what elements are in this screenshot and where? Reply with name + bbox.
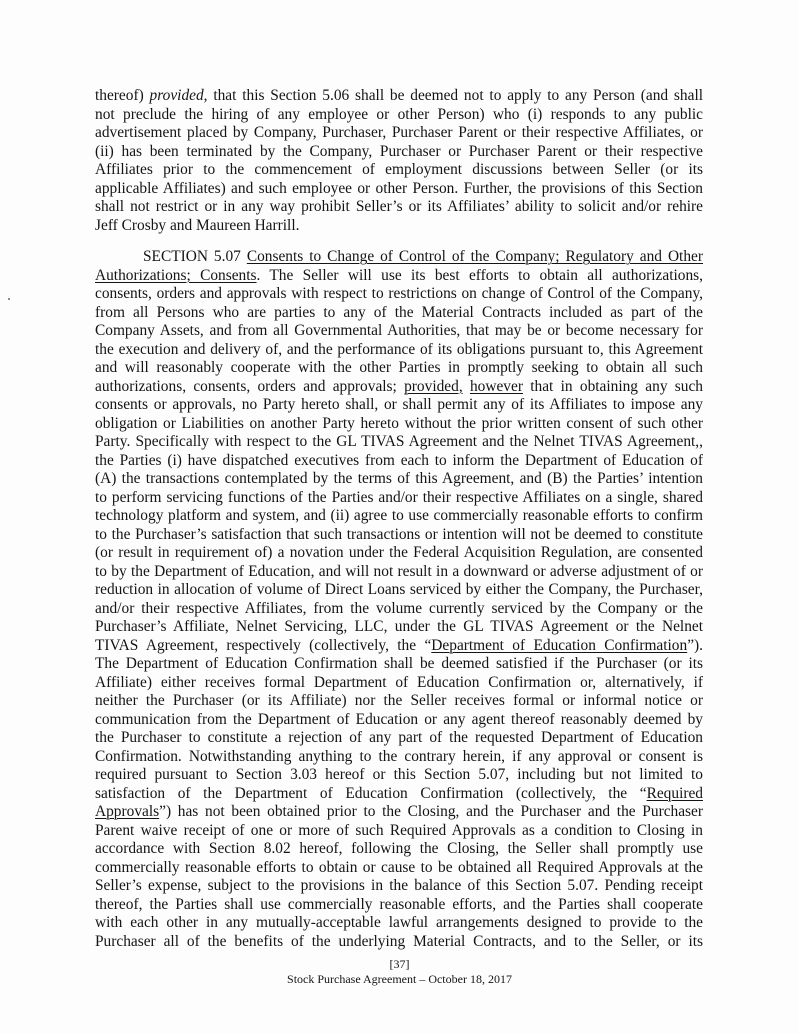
text-run: thereof) — [95, 87, 150, 104]
text-line — [95, 161, 703, 180]
text-line — [95, 470, 703, 489]
text-line — [95, 544, 703, 563]
text-line — [95, 840, 703, 859]
text-run: advertisement placed by Company, Purchaser, Purchaser Parent or their respective Affiliates, or — [95, 124, 703, 141]
defined-term: provided, — [404, 377, 463, 395]
footer-document-title: Stock Purchase Agreement – October 18, 2017 — [287, 972, 512, 986]
text-line — [95, 433, 703, 452]
text-run: and will reasonably cooperate with the other Parties in promptly seeking to obtain all such — [95, 359, 703, 376]
text-run: Seller’s expense, subject to the provisions in the balance of this Section 5.07. Pending receipt — [95, 877, 703, 894]
text-line — [95, 322, 703, 341]
text-run: the Parties (i) have dispatched executives from each to inform the Department of Education of — [95, 451, 703, 469]
text-line — [95, 396, 703, 415]
text-line — [95, 526, 703, 545]
defined-term: Required — [646, 784, 703, 802]
text-run: and/or their respective Affiliates, from the volume currently serviced by the Company or the — [95, 599, 703, 617]
text-line — [95, 304, 703, 323]
page-number: [37] — [389, 957, 410, 971]
emphasized-term: provided — [149, 87, 204, 104]
text-run: (A) the transactions contemplated by the terms of this Agreement, and (B) the Parties’ intention — [95, 470, 703, 487]
text-line — [95, 729, 703, 748]
text-line — [95, 711, 703, 730]
page-footer — [0, 957, 799, 987]
text-run: communication from the Department of Education or any agent thereof reasonably deemed by — [95, 710, 703, 728]
text-run: The Department of Education Confirmation shall be deemed satisfied if the Purchaser (or its — [95, 655, 703, 672]
text-run: the execution and delivery of, and the performance of its obligations pursuant to, this Agreement — [95, 340, 703, 358]
text-line — [95, 859, 703, 878]
text-run: commercially reasonable efforts to obtain or cause to be obtained all Required Approvals at the — [95, 858, 703, 876]
text-line — [95, 217, 703, 236]
text-line — [95, 341, 703, 360]
text-run: (or result in requirement of) a novation under the Federal Acquisition Regulation, are consented — [95, 544, 703, 561]
text-line — [95, 285, 703, 304]
text-run: authorizations, consents, orders and approvals; — [95, 377, 405, 395]
text-run: Purchaser all of the benefits of the underlying Material Contracts, and to the Seller, or its — [95, 932, 703, 950]
text-run: consents or approvals, no Party hereto shall, or shall permit any of its Affiliates to impose any — [95, 396, 703, 413]
text-line — [95, 637, 703, 656]
text-line — [95, 674, 703, 693]
text-run: ”) has not been obtained prior to the Closing, and the Purchaser and the Purchaser — [159, 803, 703, 820]
defined-term: however — [469, 377, 523, 395]
text-run: Confirmation. Notwithstanding anything to the contrary herein, if any approval or consent is — [95, 747, 703, 765]
text-line — [95, 415, 703, 434]
text-run: (ii) has been terminated by the Company, Purchaser or Purchaser Parent or their respective — [95, 142, 703, 160]
text-run — [463, 378, 470, 395]
text-run: accordance with Section 8.02 hereof, following the Closing, the Seller shall promptly use — [95, 840, 703, 857]
text-run: Jeff Crosby and Maureen Harrill. — [95, 216, 300, 234]
text-line — [95, 766, 703, 785]
text-run: . The Seller will use its best efforts to obtain all authorizations, — [256, 266, 703, 284]
text-line — [95, 106, 703, 125]
text-line — [95, 581, 703, 600]
defined-term: Consents to Change of Control of the Company; Regulatory and Other — [246, 248, 703, 265]
text-run: reduction in allocation of volume of Direct Loans serviced by either the Company, the Purchaser, — [95, 581, 703, 598]
text-line — [95, 822, 703, 841]
text-run: from all Persons who are parties to any of the Material Contracts included as part of the — [95, 303, 703, 321]
text-line — [95, 198, 703, 217]
text-line — [95, 600, 703, 619]
text-run: technology platform and system, and (ii) agree to use commercially reasonable efforts to confirm — [95, 507, 703, 524]
text-line — [95, 655, 703, 674]
text-run: Parent waive receipt of one or more of such Required Approvals as a condition to Closing in — [95, 821, 703, 839]
text-line — [95, 785, 703, 804]
text-run: required pursuant to Section 3.03 hereof or this Section 5.07, including but not limited to — [95, 766, 703, 783]
text-run: TIVAS Agreement, respectively (collectively, the “ — [95, 636, 432, 654]
text-run: to the Purchaser’s satisfaction that such transactions or intention will not be deemed to constitute — [95, 525, 703, 543]
text-line — [95, 180, 703, 199]
text-line — [95, 748, 703, 767]
defined-term: Authorizations; Consents — [95, 266, 257, 284]
section-5-07-paragraph — [95, 248, 703, 951]
text-line — [95, 507, 703, 526]
text-line — [95, 87, 703, 106]
text-line — [95, 914, 703, 933]
text-run: , that this Section 5.06 shall be deemed not to apply to any Person (and shall — [203, 87, 703, 104]
text-run: Affiliates prior to the commencement of employment discussions between Seller (or its — [95, 161, 703, 178]
text-run: neither the Purchaser (or its Affiliate) nor the Seller receives formal or informal notice or — [95, 692, 703, 709]
text-run: ”). — [687, 636, 704, 654]
text-run: Company Assets, and from all Governmental Authorities, that may be or become necessary for — [95, 322, 703, 339]
text-line — [95, 896, 703, 915]
section-5-06-continuation-paragraph — [95, 87, 703, 235]
text-run: to perform servicing functions of the Parties and/or their respective Affiliates on a single, shared — [95, 488, 703, 506]
scan-speck — [8, 298, 10, 300]
defined-term: Department of Education Confirmation — [431, 636, 688, 654]
text-line — [95, 877, 703, 896]
text-line — [95, 803, 703, 822]
text-run: shall not restrict or in any way prohibit Seller’s or its Affiliates’ ability to solicit and/or rehire — [95, 198, 703, 215]
text-run: applicable Affiliates) and such employee or other Person. Further, the provisions of this Section — [95, 179, 703, 197]
text-line — [95, 563, 703, 582]
text-line — [95, 267, 703, 286]
text-run: Party. Specifically with respect to the GL TIVAS Agreement and the Nelnet TIVAS Agreement,, — [95, 433, 703, 450]
text-line — [95, 452, 703, 471]
text-run: satisfaction of the Department of Education Confirmation (collectively, the “ — [95, 784, 647, 802]
defined-term: Approvals — [95, 803, 160, 820]
text-run: Affiliate) either receives formal Department of Education Confirmation or, alternatively, if — [95, 673, 703, 691]
text-run: SECTION 5.07 — [143, 248, 247, 265]
text-line — [95, 378, 703, 397]
text-line — [95, 618, 703, 637]
text-run: the Purchaser to constitute a rejection of any part of the requested Department of Education — [95, 729, 703, 746]
text-run: to by the Department of Education, and will not result in a downward or adverse adjustment of or — [95, 562, 703, 580]
text-line — [95, 124, 703, 143]
text-line — [95, 143, 703, 162]
text-run: with each other in any mutually-acceptable lawful arrangements designed to provide to the — [95, 914, 703, 931]
text-run: Purchaser’s Affiliate, Nelnet Servicing, LLC, under the GL TIVAS Agreement or the Nelnet — [95, 618, 703, 635]
text-run: that in obtaining any such — [522, 377, 704, 395]
text-run: thereof, the Parties shall use commercially reasonable efforts, and the Parties shall cooperate — [95, 895, 703, 913]
text-run: consents, orders and approvals with respect to restrictions on change of Control of the Company, — [95, 285, 703, 302]
text-line — [95, 359, 703, 378]
text-line — [95, 933, 703, 952]
text-run: not preclude the hiring of any employee or other Person) who (i) responds to any public — [95, 105, 703, 123]
text-run: obligation or Liabilities on another Party hereto without the prior written consent of such other — [95, 414, 703, 432]
text-line — [95, 489, 703, 508]
text-line — [95, 692, 703, 711]
text-line — [95, 248, 703, 267]
